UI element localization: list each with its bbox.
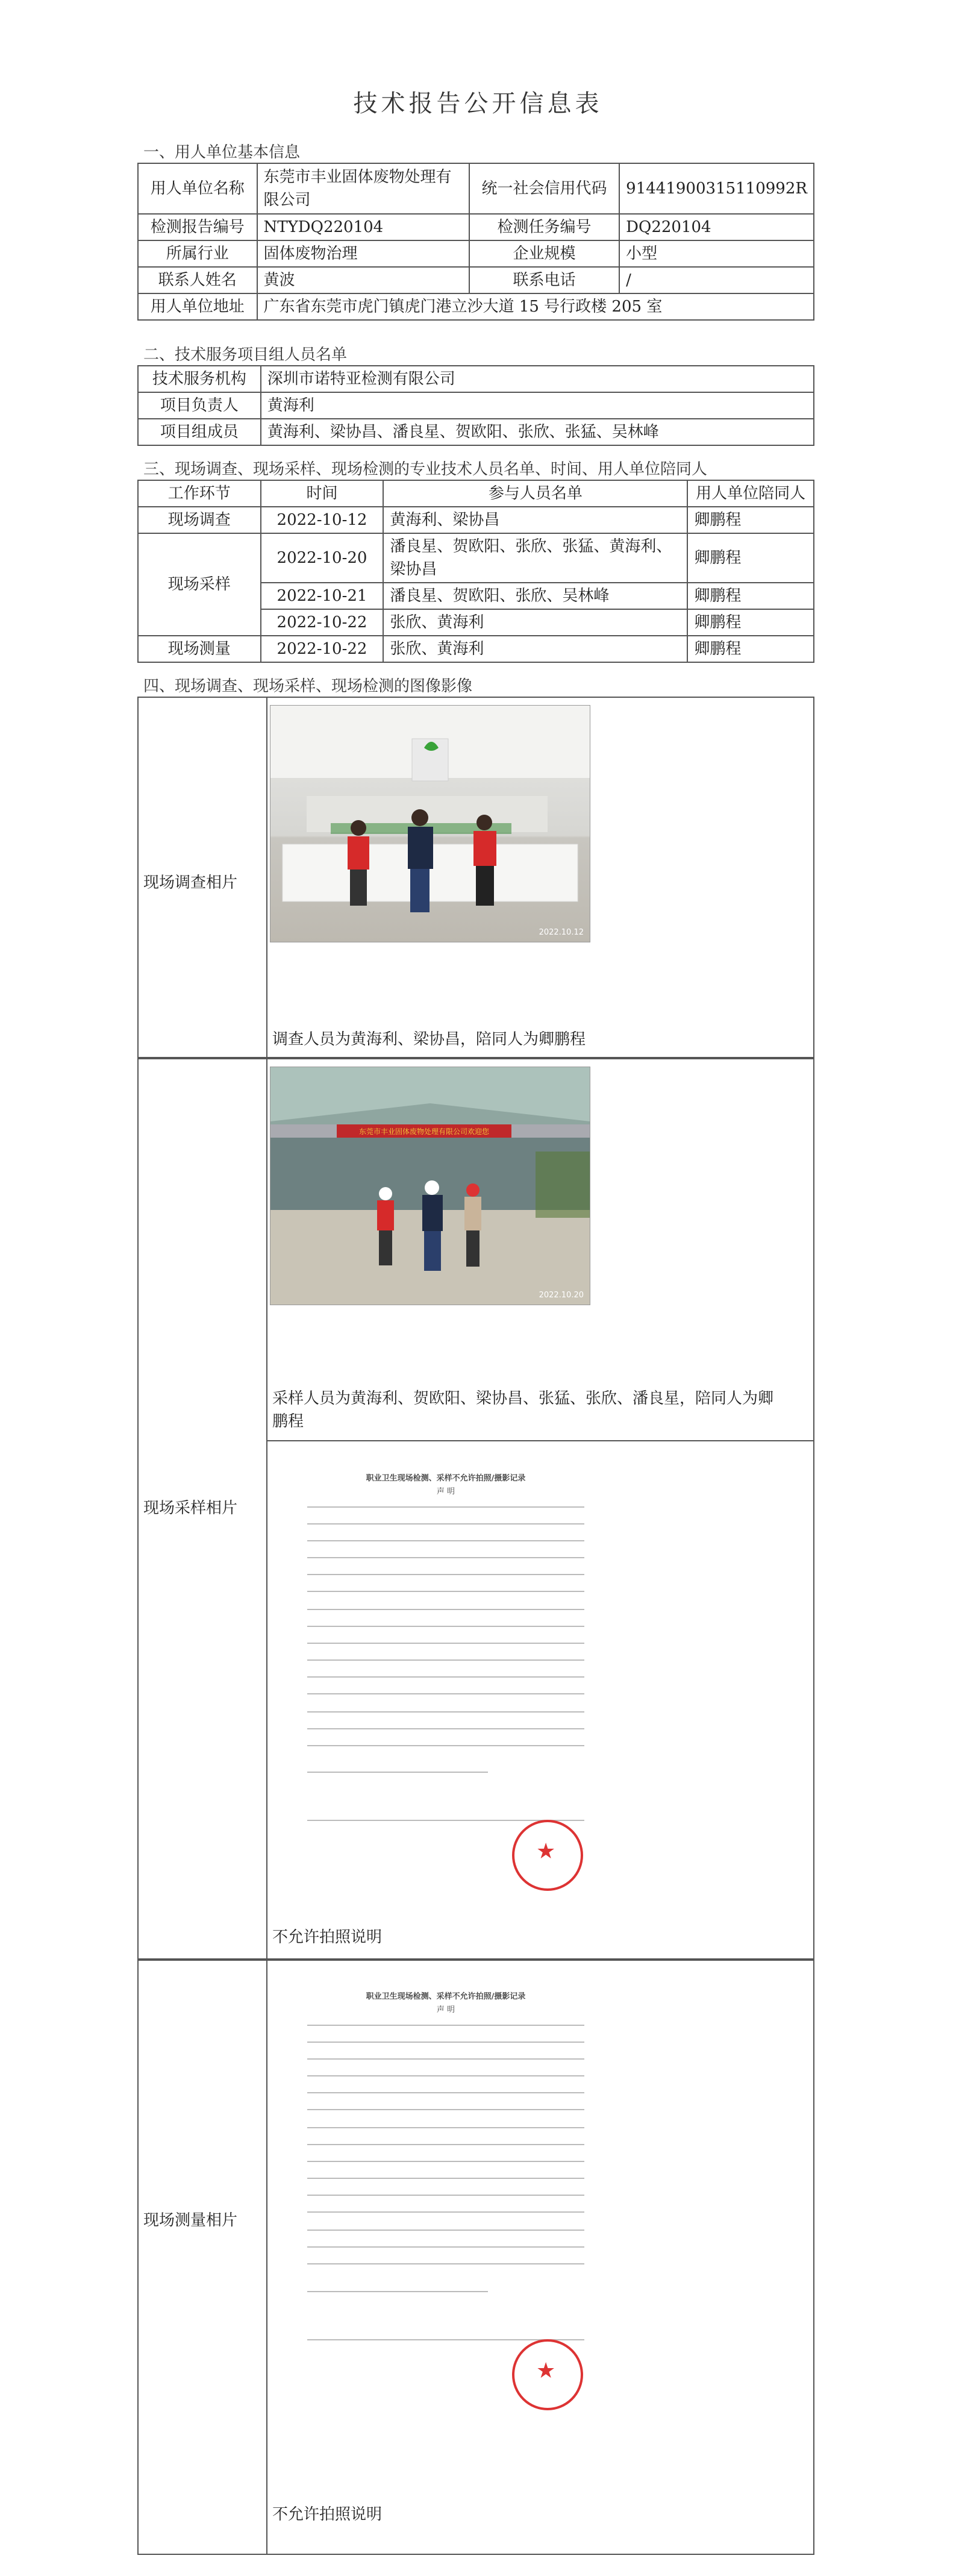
phone-value: / [619, 267, 814, 293]
contact-value: 黄波 [257, 267, 469, 293]
org-value: 深圳市诺特亚检测有限公司 [261, 366, 814, 392]
row-divider-2 [266, 1440, 814, 1441]
sampling-photo-date: 2022.10.20 [539, 1291, 584, 1300]
measure-date: 2022-10-22 [261, 636, 384, 662]
contact-label: 联系人姓名 [138, 267, 257, 293]
company-label: 用人单位名称 [138, 163, 257, 214]
sampling-date-2: 2022-10-21 [261, 583, 384, 609]
sampling-doc-subtitle: 声 明 [436, 1487, 455, 1496]
task-no-label: 检测任务编号 [469, 214, 619, 240]
address-label: 用人单位地址 [138, 293, 257, 320]
header-people: 参与人员名单 [383, 480, 687, 507]
sampling-photo [270, 1067, 590, 1305]
survey-photo-scene [270, 706, 590, 942]
measure-doc-stamp [512, 2339, 583, 2410]
sampling-date-3: 2022-10-22 [261, 609, 384, 636]
sampling-escort-1: 卿鹏程 [687, 533, 814, 583]
header-time: 时间 [261, 480, 384, 507]
measure-no-photo-document [283, 1966, 608, 2436]
survey-caption: 调查人员为黄海利、梁协昌，陪同人为卿鹏程 [272, 1030, 586, 1048]
section-2-title: 二、技术服务项目组人员名单 [143, 346, 348, 364]
row-divider-1 [137, 1057, 814, 1059]
basic-info-table [137, 163, 814, 321]
section-1-title: 一、用人单位基本信息 [143, 143, 301, 161]
sampling-no-photo-document [283, 1446, 608, 1916]
sampling-people-2: 潘良星、贺欧阳、张欣、吴林峰 [383, 583, 687, 609]
sampling-people-1: 潘良星、贺欧阳、张欣、张猛、黄海利、 梁协昌 [383, 533, 687, 583]
sampling-photo-scene [270, 1067, 590, 1305]
sampling-photo-label: 现场采样相片 [143, 1499, 238, 1517]
credit-value: 91441900315110992R [619, 163, 814, 214]
company-value: 东莞市丰业固体废物处理有 限公司 [257, 163, 469, 214]
industry-label: 所属行业 [138, 240, 257, 267]
credit-label: 统一社会信用代码 [469, 163, 619, 214]
row-divider-3 [137, 1958, 814, 1961]
leader-value: 黄海利 [261, 392, 814, 419]
section-3-title: 三、现场调查、现场采样、现场检测的专业技术人员名单、时间、用人单位陪同人 [143, 460, 708, 478]
team-table [137, 365, 814, 446]
scale-label: 企业规模 [469, 240, 619, 267]
page-title: 技术报告公开信息表 [353, 90, 603, 118]
members-value: 黄海利、梁协昌、潘良星、贺欧阳、张欣、张猛、吴林峰 [261, 419, 814, 445]
leader-label: 项目负责人 [138, 392, 261, 419]
report-no-label: 检测报告编号 [138, 214, 257, 240]
survey-escort: 卿鹏程 [687, 507, 814, 533]
survey-people: 黄海利、梁协昌 [383, 507, 687, 533]
scale-value: 小型 [619, 240, 814, 267]
header-stage: 工作环节 [138, 480, 261, 507]
sampling-doc-stamp [512, 1820, 583, 1891]
section-4-title: 四、现场调查、现场采样、现场检测的图像影像 [143, 677, 473, 695]
survey-stage: 现场调查 [138, 507, 261, 533]
sampling-caption: 采样人员为黄海利、贺欧阳、梁协昌、张猛、张欣、潘良星，陪同人为卿 鹏程 [272, 1390, 774, 1431]
measure-doc-caption: 不允许拍照说明 [272, 2505, 383, 2524]
members-label: 项目组成员 [138, 419, 261, 445]
phone-label: 联系电话 [469, 267, 619, 293]
sampling-doc-caption: 不允许拍照说明 [272, 1928, 383, 1946]
measure-stage: 现场测量 [138, 636, 261, 662]
measure-escort: 卿鹏程 [687, 636, 814, 662]
industry-value: 固体废物治理 [257, 240, 469, 267]
survey-photo-date: 2022.10.12 [539, 928, 584, 937]
image-table-divider [266, 697, 267, 2555]
sampling-escort-2: 卿鹏程 [687, 583, 814, 609]
measure-photo-label: 现场测量相片 [143, 2211, 238, 2230]
measure-doc-subtitle: 声 明 [436, 2005, 455, 2014]
survey-photo [270, 705, 590, 942]
sampling-stage: 现场采样 [138, 533, 261, 636]
report-no-value: NTYDQ220104 [257, 214, 469, 240]
schedule-table [137, 480, 814, 663]
sampling-date-1: 2022-10-20 [261, 533, 384, 583]
building-sign-text: 东莞市丰业固体废物处理有限公司欢迎您 [358, 1127, 490, 1136]
task-no-value: DQ220104 [619, 214, 814, 240]
org-label: 技术服务机构 [138, 366, 261, 392]
measure-people: 张欣、黄海利 [383, 636, 687, 662]
sampling-doc-title: 职业卫生现场检测、采样不允许拍照/摄影记录 [366, 1474, 526, 1483]
measure-doc-title: 职业卫生现场检测、采样不允许拍照/摄影记录 [366, 1992, 526, 2001]
survey-photo-label: 现场调查相片 [143, 874, 238, 892]
survey-date: 2022-10-12 [261, 507, 384, 533]
sampling-people-3: 张欣、黄海利 [383, 609, 687, 636]
sampling-escort-3: 卿鹏程 [687, 609, 814, 636]
address-value: 广东省东莞市虎门镇虎门港立沙大道 15 号行政楼 205 室 [257, 293, 814, 320]
header-escort: 用人单位陪同人 [687, 480, 814, 507]
